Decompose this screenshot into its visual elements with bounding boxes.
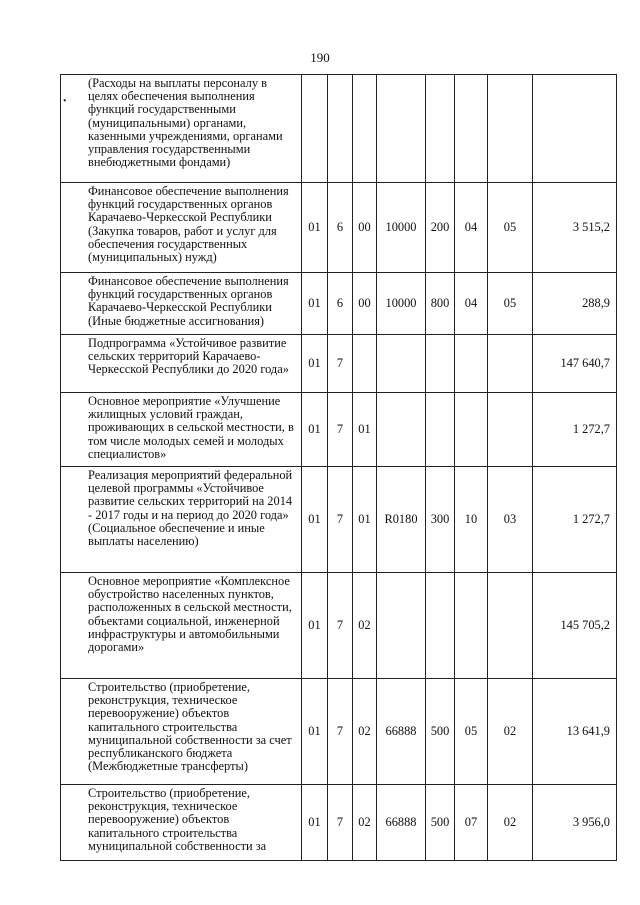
row-name: Реализация мероприятий федеральной целевой программы «Устойчивое развитие сельских территорий на 2014 - 2017 годы и на период до 2020 года» (Социальное обеспечение и иные выплаты населению) [61, 467, 302, 573]
cell-sum: 3 956,0 [533, 785, 617, 861]
cell-direction: 10000 [377, 273, 426, 335]
cell-direction [377, 75, 426, 183]
cell-program: 7 [328, 573, 353, 679]
cell-subprogram: 02 [353, 679, 377, 785]
cell-ministry: 01 [302, 335, 328, 393]
row-name: Строительство (приобретение, реконструкция, техническое перевооружение) объектов капитального строительства муниципальной собственности за [61, 785, 302, 861]
cell-expense-type [426, 573, 455, 679]
table-row [61, 679, 617, 785]
cell-sum: 1 272,7 [533, 393, 617, 467]
cell-ministry: 01 [302, 679, 328, 785]
cell-section [455, 393, 488, 467]
cell-ministry: 01 [302, 467, 328, 573]
cell-section: 10 [455, 467, 488, 573]
cell-direction: 66888 [377, 679, 426, 785]
cell-subprogram: 02 [353, 785, 377, 861]
table-row [61, 335, 617, 393]
cell-section: 04 [455, 183, 488, 273]
row-name: Финансовое обеспечение выполнения функций государственных органов Карачаево-Черкесской Республики (Закупка товаров, работ и услуг для обеспечения государственных (муниципальных) нужд) [61, 183, 302, 273]
cell-section [455, 335, 488, 393]
cell-direction: 66888 [377, 785, 426, 861]
cell-direction: 10000 [377, 183, 426, 273]
cell-expense-type [426, 335, 455, 393]
cell-expense-type: 800 [426, 273, 455, 335]
cell-sum: 3 515,2 [533, 183, 617, 273]
page-number: 190 [310, 50, 330, 65]
table-row [61, 75, 617, 183]
table-row [61, 183, 617, 273]
cell-subsection: 05 [488, 183, 533, 273]
cell-subsection: 02 [488, 679, 533, 785]
row-name: Финансовое обеспечение выполнения функций государственных органов Карачаево-Черкесской Республики (Иные бюджетные ассигнования) [61, 273, 302, 335]
cell-direction [377, 335, 426, 393]
cell-program: 6 [328, 183, 353, 273]
cell-subsection: 05 [488, 273, 533, 335]
cell-subsection: 03 [488, 467, 533, 573]
row-name: (Расходы на выплаты персоналу в целях обеспечения выполнения функций государственными (муниципальными) органами, казенными учреждениями, органами управления государственными внебюджетными фондами) [61, 75, 302, 183]
row-name: Подпрограмма «Устойчивое развитие сельских территорий Карачаево-Черкесской Республики до 2020 года» [61, 335, 302, 393]
table-row [61, 467, 617, 573]
cell-expense-type: 300 [426, 467, 455, 573]
cell-program [328, 75, 353, 183]
cell-subprogram [353, 75, 377, 183]
cell-subprogram [353, 335, 377, 393]
cell-sum: 288,9 [533, 273, 617, 335]
cell-section [455, 573, 488, 679]
cell-sum: 147 640,7 [533, 335, 617, 393]
cell-subsection: 02 [488, 785, 533, 861]
table-row [61, 573, 617, 679]
cell-program: 7 [328, 335, 353, 393]
cell-expense-type: 500 [426, 679, 455, 785]
cell-ministry: 01 [302, 183, 328, 273]
row-name: Основное мероприятие «Улучшение жилищных условий граждан, проживающих в сельской местности, в том числе молодых семей и молодых специалистов» [61, 393, 302, 467]
cell-ministry: 01 [302, 573, 328, 679]
cell-direction [377, 393, 426, 467]
cell-subsection [488, 393, 533, 467]
cell-subsection [488, 335, 533, 393]
cell-expense-type [426, 75, 455, 183]
cell-ministry: 01 [302, 785, 328, 861]
cell-direction: R0180 [377, 467, 426, 573]
cell-section: 04 [455, 273, 488, 335]
cell-program: 7 [328, 679, 353, 785]
cell-ministry [302, 75, 328, 183]
cell-sum: 145 705,2 [533, 573, 617, 679]
cell-program: 7 [328, 467, 353, 573]
table-row [61, 273, 617, 335]
cell-ministry: 01 [302, 273, 328, 335]
table-row [61, 393, 617, 467]
cell-subsection [488, 573, 533, 679]
row-name: Основное мероприятие «Комплексное обустройство населенных пунктов, расположенных в сельской местности, объектами социальной, инженерной инфраструктуры и автомобильными дорогами» [61, 573, 302, 679]
scan-dot: • [63, 96, 67, 107]
cell-program: 7 [328, 785, 353, 861]
cell-subprogram: 00 [353, 273, 377, 335]
cell-section: 05 [455, 679, 488, 785]
cell-section [455, 75, 488, 183]
cell-expense-type: 500 [426, 785, 455, 861]
cell-sum: 1 272,7 [533, 467, 617, 573]
cell-subprogram: 01 [353, 393, 377, 467]
cell-subprogram: 00 [353, 183, 377, 273]
cell-expense-type [426, 393, 455, 467]
cell-sum [533, 75, 617, 183]
table-row [61, 785, 617, 861]
cell-subprogram: 01 [353, 467, 377, 573]
cell-expense-type: 200 [426, 183, 455, 273]
cell-sum: 13 641,9 [533, 679, 617, 785]
row-name: Строительство (приобретение, реконструкция, техническое перевооружение) объектов капитального строительства муниципальной собственности за счет республиканского бюджета (Межбюджетные трансферты) [61, 679, 302, 785]
cell-subprogram: 02 [353, 573, 377, 679]
budget-table [60, 74, 617, 861]
cell-program: 6 [328, 273, 353, 335]
cell-ministry: 01 [302, 393, 328, 467]
cell-program: 7 [328, 393, 353, 467]
cell-subsection [488, 75, 533, 183]
cell-section: 07 [455, 785, 488, 861]
cell-direction [377, 573, 426, 679]
